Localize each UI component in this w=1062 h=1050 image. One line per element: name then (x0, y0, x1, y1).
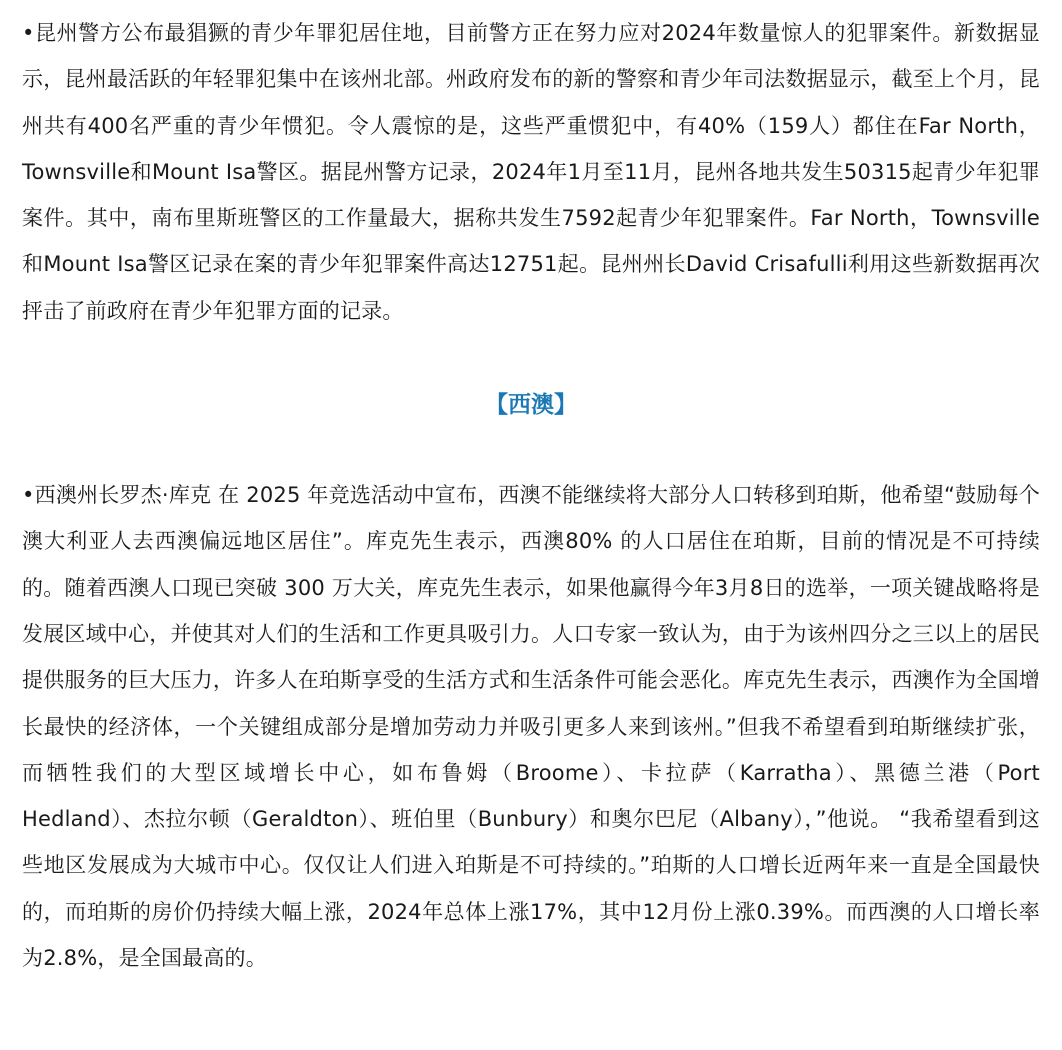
queensland-paragraph (22, 10, 1040, 334)
western-australia-paragraph-text: 西澳州长罗杰·库克 在 2025 年竞选活动中宣布，西澳不能继续将大部分人口转移到珀斯，他希望“鼓励每个澳大利亚人去西澳偏远地区居住”。库克先生表示，西澳80% 的人口居住在珀斯，目前的情况是不可持续的。随着西澳人口现已突破 300 万大关，库克先生表示，如果他赢得今年3月8日的选举，一项关键战略将是发展区域中心，并使其对人们的生活和工作更具吸引力。人口专家一致认为，由于为该州四分之三以上的居民提供服务的巨大压力，许多人在珀斯享受的生活方式和生活条件可能会恶化。库克先生表示，西澳作为全国增长最快的经济体，一个关键组成部分是增加劳动力并吸引更多人来到该州。”但我不希望看到珀斯继续扩张，而牺牲我们的大型区域增长中心，如布鲁姆（Broome）、卡拉萨（Karratha）、黑德兰港（Port Hedland）、杰拉尔顿（Geraldton）、班伯里（Bunbury）和奥尔巴尼（Albany），”他说。 “我希望看到这些地区发展成为大城市中心。仅仅让人们进入珀斯是不可持续的。”珀斯的人口增长近两年来一直是全国最快的，而珀斯的房价仍持续大幅上涨，2024年总体上涨17%，其中12月份上涨0.39%。而西澳的人口增长率为2.8%，是全国最高的。 (22, 483, 1040, 971)
bullet-marker: • (22, 483, 35, 508)
section-heading-western-australia: 【西澳】 (485, 392, 577, 419)
queensland-paragraph-text: 昆州警方公布最猖獗的青少年罪犯居住地，目前警方正在努力应对2024年数量惊人的犯罪案件。新数据显示，昆州最活跃的年轻罪犯集中在该州北部。州政府发布的新的警察和青少年司法数据显示，截至上个月，昆州共有400名严重的青少年惯犯。令人震惊的是，这些严重惯犯中，有40%（159人）都住在Far North，Townsville和Mount Isa警区。据昆州警方记录，2024年1月至11月，昆州各地共发生50315起青少年犯罪案件。其中，南布里斯班警区的工作量最大，据称共发生7592起青少年犯罪案件。Far North，Townsville和Mount Isa警区记录在案的青少年犯罪案件高达12751起。昆州州长David Crisafulli利用这些新数据再次抨击了前政府在青少年犯罪方面的记录。 (22, 21, 1040, 323)
bullet-marker: • (22, 21, 35, 45)
western-australia-paragraph (22, 472, 1040, 981)
